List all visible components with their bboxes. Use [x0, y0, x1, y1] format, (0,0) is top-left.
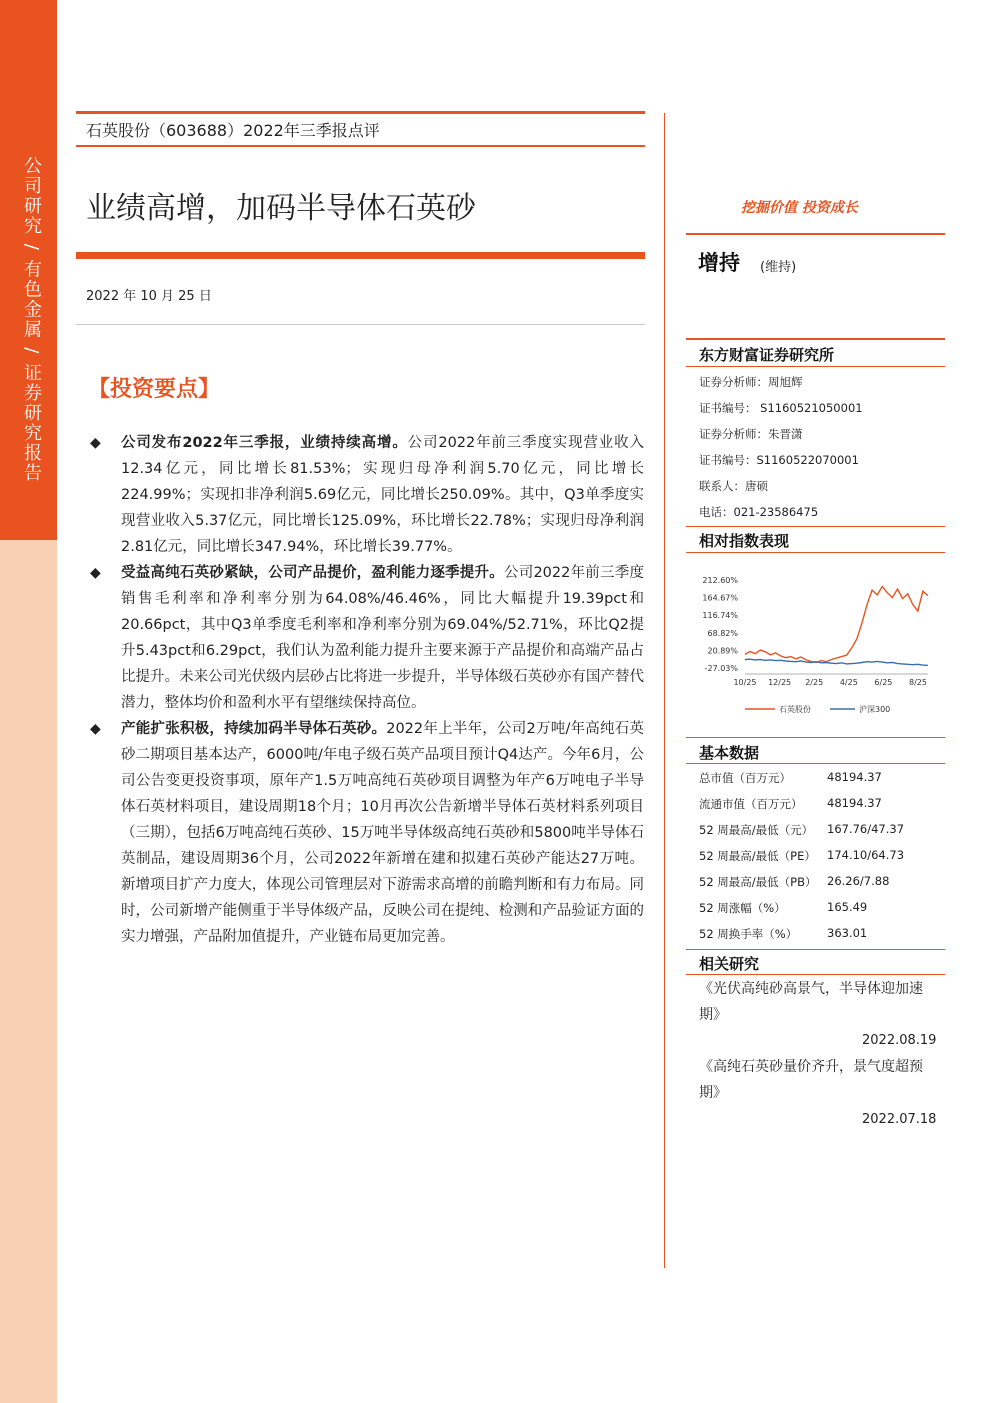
- chart-top-rule: [686, 526, 945, 527]
- page-title: 业绩高增，加码半导体石英砂: [86, 191, 476, 226]
- bullet-text: 公司2022年前三季度实现营业收入12.34亿元，同比增长81.53%；实现归母净利润5.70亿元，同比增长224.99%；实现扣非净利润5.69亿元，同比增长250.09%。其中，Q3单季度实现营业收入5.37亿元，同比增长125.09%，环比增长22.78%；实现归母净利润2.81亿元，同比增长347.94%，环比增长39.77%。: [121, 435, 644, 555]
- chart-under-rule: [686, 552, 945, 553]
- institute-rule: [686, 338, 945, 340]
- bullet-text: 2022年上半年，公司2万吨/年高纯石英砂二期项目基本达产，6000吨/年电子级石英产品项目预计Q4达产。今年6月，公司公告变更投资事项，原年产1.5万吨高纯石英砂项目调整为年产6万吨电子半导体石英材料项目，建设周期18个月；10月再次公告新增半导体石英材料系列项目（三期），包括6万吨高纯石英砂、15万吨半导体级高纯石英砂和5800吨半导体石英制品，建设周期36个月，公司2022年新增在建和拟建石英砂产能达27万吨。新增项目扩产力度大，体现公司管理层对下游需求高增的前瞻判断和有力布局。同时，公司新增产能侧重于半导体级产品，反映公司在提纯、检测和产品验证方面的实力增强，产品附加值提升，产业链布局更加完善。: [121, 721, 645, 945]
- rating: 增持: [698, 251, 740, 275]
- bullet-text: 公司2022年前三季度销售毛利率和净利率分别为64.08%/46.46%，同比大幅提升19.39pct和20.66pct，其中Q3单季度毛利率和净利率分别为69.04%/52.71%，环比Q2提升5.43pct和6.29pct，我们认为盈利能力提升主要来源于产品提价和高端产品占比提升。未来公司光伏级内层砂占比将进一步提升，半导体级石英砂亦有国产替代潜力，整体均价和盈利水平有望继续保持高位。: [121, 565, 644, 711]
- basic-top-rule: [686, 737, 945, 738]
- basic-data-row: [699, 900, 868, 916]
- slogan: 挖掘价值 投资成长: [741, 200, 858, 216]
- related-report-date: 2022.08.19: [862, 1033, 937, 1048]
- legend-label: 沪深300: [859, 705, 891, 714]
- relative-index-chart: [690, 568, 940, 718]
- x-tick-label: 4/25: [839, 678, 858, 687]
- basic-data-value: 167.76/47.37: [827, 822, 905, 836]
- header-top-rule: [76, 111, 645, 114]
- series-line: [745, 587, 928, 663]
- column-divider: [664, 113, 665, 1268]
- basic-data-key: 52 周最高/最低（PB）: [699, 875, 817, 889]
- x-tick-label: 2/25: [805, 678, 824, 687]
- basic-data-key: 52 周最高/最低（PE）: [699, 849, 816, 863]
- basic-data-row: [699, 848, 905, 864]
- x-tick-label: 12/25: [768, 678, 792, 687]
- basic-data-key: 总市值（百万元）: [699, 771, 791, 785]
- basic-data-value: 174.10/64.73: [827, 848, 905, 862]
- basic-data-key: 52 周涨幅（%）: [699, 901, 786, 915]
- basic-data-row: [699, 822, 905, 838]
- bullet-point: [88, 560, 644, 716]
- date-divider: [76, 324, 645, 325]
- diamond-icon: ◆: [90, 435, 101, 451]
- x-tick-label: 8/25: [909, 678, 927, 687]
- x-tick-label: 10/25: [733, 678, 757, 687]
- investment-points: [88, 430, 644, 950]
- section-heading: 【投资要点】: [88, 377, 221, 402]
- basic-data-row: [699, 770, 882, 786]
- analyst-line: 证书编号： S1160521050001: [699, 401, 863, 415]
- basic-data-row: [699, 796, 882, 812]
- y-tick-label: 164.67%: [702, 593, 738, 603]
- bullet-point: [88, 716, 644, 950]
- related-top-rule: [686, 949, 945, 950]
- related-report-date: 2022.07.18: [862, 1112, 937, 1127]
- chart-title: 相对指数表现: [699, 532, 790, 550]
- y-tick-label: 20.89%: [707, 646, 738, 656]
- bullet-lead: 公司发布2022年三季报，业绩持续高增。: [121, 435, 408, 451]
- bullet-lead: 受益高纯石英砂紧缺，公司产品提价，盈利能力逐季提升。: [121, 565, 504, 581]
- analyst-line: 证券分析师：朱晋潇: [699, 427, 803, 441]
- basic-under-rule: [686, 763, 945, 764]
- basic-data-value: 48194.37: [827, 796, 882, 810]
- diamond-icon: ◆: [90, 565, 101, 581]
- basic-data-key: 52 周换手率（%）: [699, 927, 798, 941]
- related-under-rule: [686, 974, 945, 975]
- rating-sub: (维持): [760, 260, 797, 275]
- header-bottom-rule: [76, 145, 645, 147]
- rating-top-rule: [686, 233, 945, 235]
- related-report-link[interactable]: 《光伏高纯砂高景气，半导体迎加速期》: [699, 981, 923, 1023]
- basic-data-value: 165.49: [827, 900, 868, 914]
- title-bar: [76, 252, 645, 259]
- chart-svg: [690, 568, 940, 718]
- sidebar-band-light: [0, 540, 57, 1403]
- analyst-line: 证券分析师：周旭辉: [699, 375, 803, 389]
- y-tick-label: -27.03%: [704, 664, 738, 673]
- x-tick-label: 6/25: [874, 678, 893, 687]
- diamond-icon: ◆: [90, 721, 101, 737]
- legend-label: 石英股份: [779, 705, 811, 714]
- bullet-point: [88, 430, 644, 560]
- basic-data-value: 48194.37: [827, 770, 882, 784]
- basic-data-key: 流通市值（百万元）: [699, 797, 803, 811]
- related-report-link[interactable]: 《高纯石英砂量价齐升，景气度超预期》: [699, 1059, 923, 1101]
- basic-data-key: 52 周最高/最低（元）: [699, 823, 814, 837]
- report-date: 2022 年 10 月 25 日: [86, 289, 212, 304]
- analyst-line: 电话：021-23586475: [699, 505, 819, 519]
- y-tick-label: 212.60%: [702, 576, 738, 585]
- analyst-line: 联系人：唐硕: [699, 479, 768, 493]
- institute-name: 东方财富证券研究所: [699, 346, 835, 364]
- sidebar-category: 公司研究 / 有色金属 / 证券研究报告: [21, 156, 42, 484]
- basic-data-row: [699, 874, 890, 890]
- analyst-line: 证书编号：S1160522070001: [699, 453, 859, 467]
- basic-data-title: 基本数据: [699, 744, 760, 762]
- y-tick-label: 116.74%: [702, 611, 738, 621]
- related-title: 相关研究: [699, 955, 760, 973]
- basic-data-row: [699, 926, 868, 942]
- institute-under-rule: [686, 366, 945, 367]
- y-tick-label: 68.82%: [707, 628, 738, 638]
- bullet-lead: 产能扩张积极，持续加码半导体石英砂。: [121, 721, 387, 737]
- basic-data-value: 363.01: [827, 926, 868, 940]
- series-line: [745, 659, 928, 665]
- basic-data-value: 26.26/7.88: [827, 874, 890, 888]
- report-title: 石英股份（603688）2022年三季报点评: [86, 121, 380, 140]
